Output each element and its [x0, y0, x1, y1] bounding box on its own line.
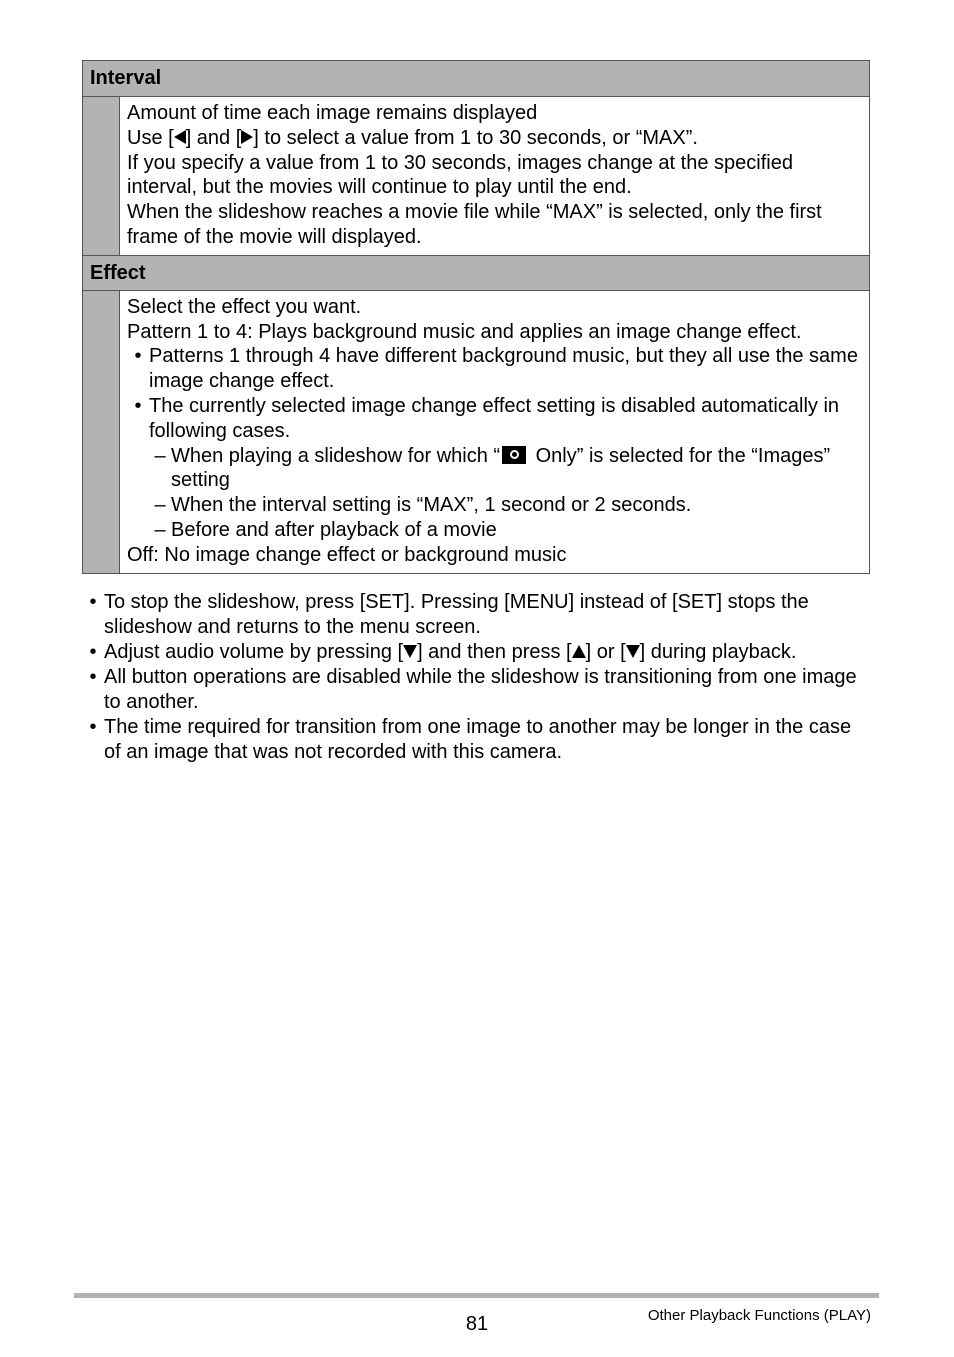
- text: ] during playback.: [639, 641, 797, 663]
- dash-text: When the interval setting is “MAX”, 1 second or 2 seconds.: [171, 494, 692, 517]
- up-triangle-icon: [572, 645, 586, 658]
- interval-line4: When the slideshow reaches a movie file while “MAX” is selected, only the first frame of the movie will displayed.: [127, 201, 822, 248]
- effect-row: [83, 291, 869, 573]
- right-triangle-icon: [241, 130, 253, 144]
- sub-list-item: [127, 444, 861, 494]
- camera-icon: [502, 446, 526, 464]
- interval-line2: [127, 126, 861, 151]
- bullet: •: [89, 666, 97, 688]
- effect-description: [120, 291, 869, 573]
- left-triangle-icon: [174, 130, 186, 144]
- section-title: Other Playback Functions (PLAY): [647, 1307, 871, 1324]
- interval-heading: Interval: [83, 61, 869, 97]
- text: ] to select a value from 1 to 30 seconds, or “MAX”.: [253, 126, 698, 149]
- interval-line3: If you specify a value from 1 to 30 seconds, images change at the specified interval, but the movies will continue to play until the end.: [127, 151, 793, 199]
- effect-line2: Pattern 1 to 4: Plays background music and applies an image change effect.: [127, 320, 802, 343]
- effect-off-line: Off: No image change effect or background music: [127, 543, 567, 566]
- sub-list-item: [127, 493, 861, 518]
- list-item: [82, 590, 872, 640]
- bullet: •: [89, 641, 97, 663]
- bullet-text: The currently selected image change effect setting is disabled automatically in following cases.: [149, 394, 840, 442]
- gutter: [83, 291, 120, 573]
- dash: –: [154, 444, 166, 467]
- dash: –: [154, 518, 166, 541]
- list-item: [82, 640, 872, 665]
- list-item: [82, 665, 872, 715]
- footer-rule: [74, 1293, 879, 1298]
- notes-list: [82, 590, 872, 765]
- dash-text: [171, 444, 861, 494]
- sub-list-item: [127, 518, 861, 543]
- note-text: The time required for transition from one image to another may be longer in the case of an image that was not recorded with this camera.: [104, 716, 852, 763]
- list-item: [82, 715, 872, 765]
- dash: –: [154, 494, 166, 517]
- bullet-text: Patterns 1 through 4 have different background music, but they all use the same image change effect.: [149, 345, 858, 393]
- down-triangle-icon: [403, 645, 417, 658]
- bullet: •: [89, 591, 97, 613]
- page-number: 81: [465, 1313, 489, 1335]
- list-item: [127, 344, 861, 394]
- settings-table: [82, 60, 870, 574]
- list-item: [127, 394, 861, 444]
- interval-row: [83, 97, 869, 255]
- interval-description: [120, 97, 869, 255]
- note-text: All button operations are disabled while the slideshow is transitioning from one image to another.: [104, 666, 857, 713]
- effect-line1: Select the effect you want.: [127, 295, 362, 318]
- text: Adjust audio volume by pressing [: [104, 641, 404, 663]
- gutter: [83, 97, 120, 255]
- text: Only” is selected for the “Images” setting: [171, 444, 831, 492]
- note-text: [104, 640, 872, 665]
- dash-text: Before and after playback of a movie: [171, 518, 497, 541]
- bullet: •: [134, 394, 142, 417]
- text: Use [: [127, 126, 174, 149]
- text: ] and then press [: [417, 641, 572, 663]
- down-triangle-icon: [626, 645, 640, 658]
- effect-heading: Effect: [83, 255, 869, 291]
- text: ] and [: [185, 126, 242, 149]
- bullet: •: [89, 716, 97, 738]
- interval-line1: Amount of time each image remains displayed: [127, 102, 538, 124]
- bullet: •: [134, 345, 142, 368]
- text: When playing a slideshow for which “: [171, 444, 501, 467]
- note-text: To stop the slideshow, press [SET]. Pressing [MENU] instead of [SET] stops the slideshow and returns to the menu screen.: [104, 591, 809, 638]
- text: ] or [: [585, 641, 626, 663]
